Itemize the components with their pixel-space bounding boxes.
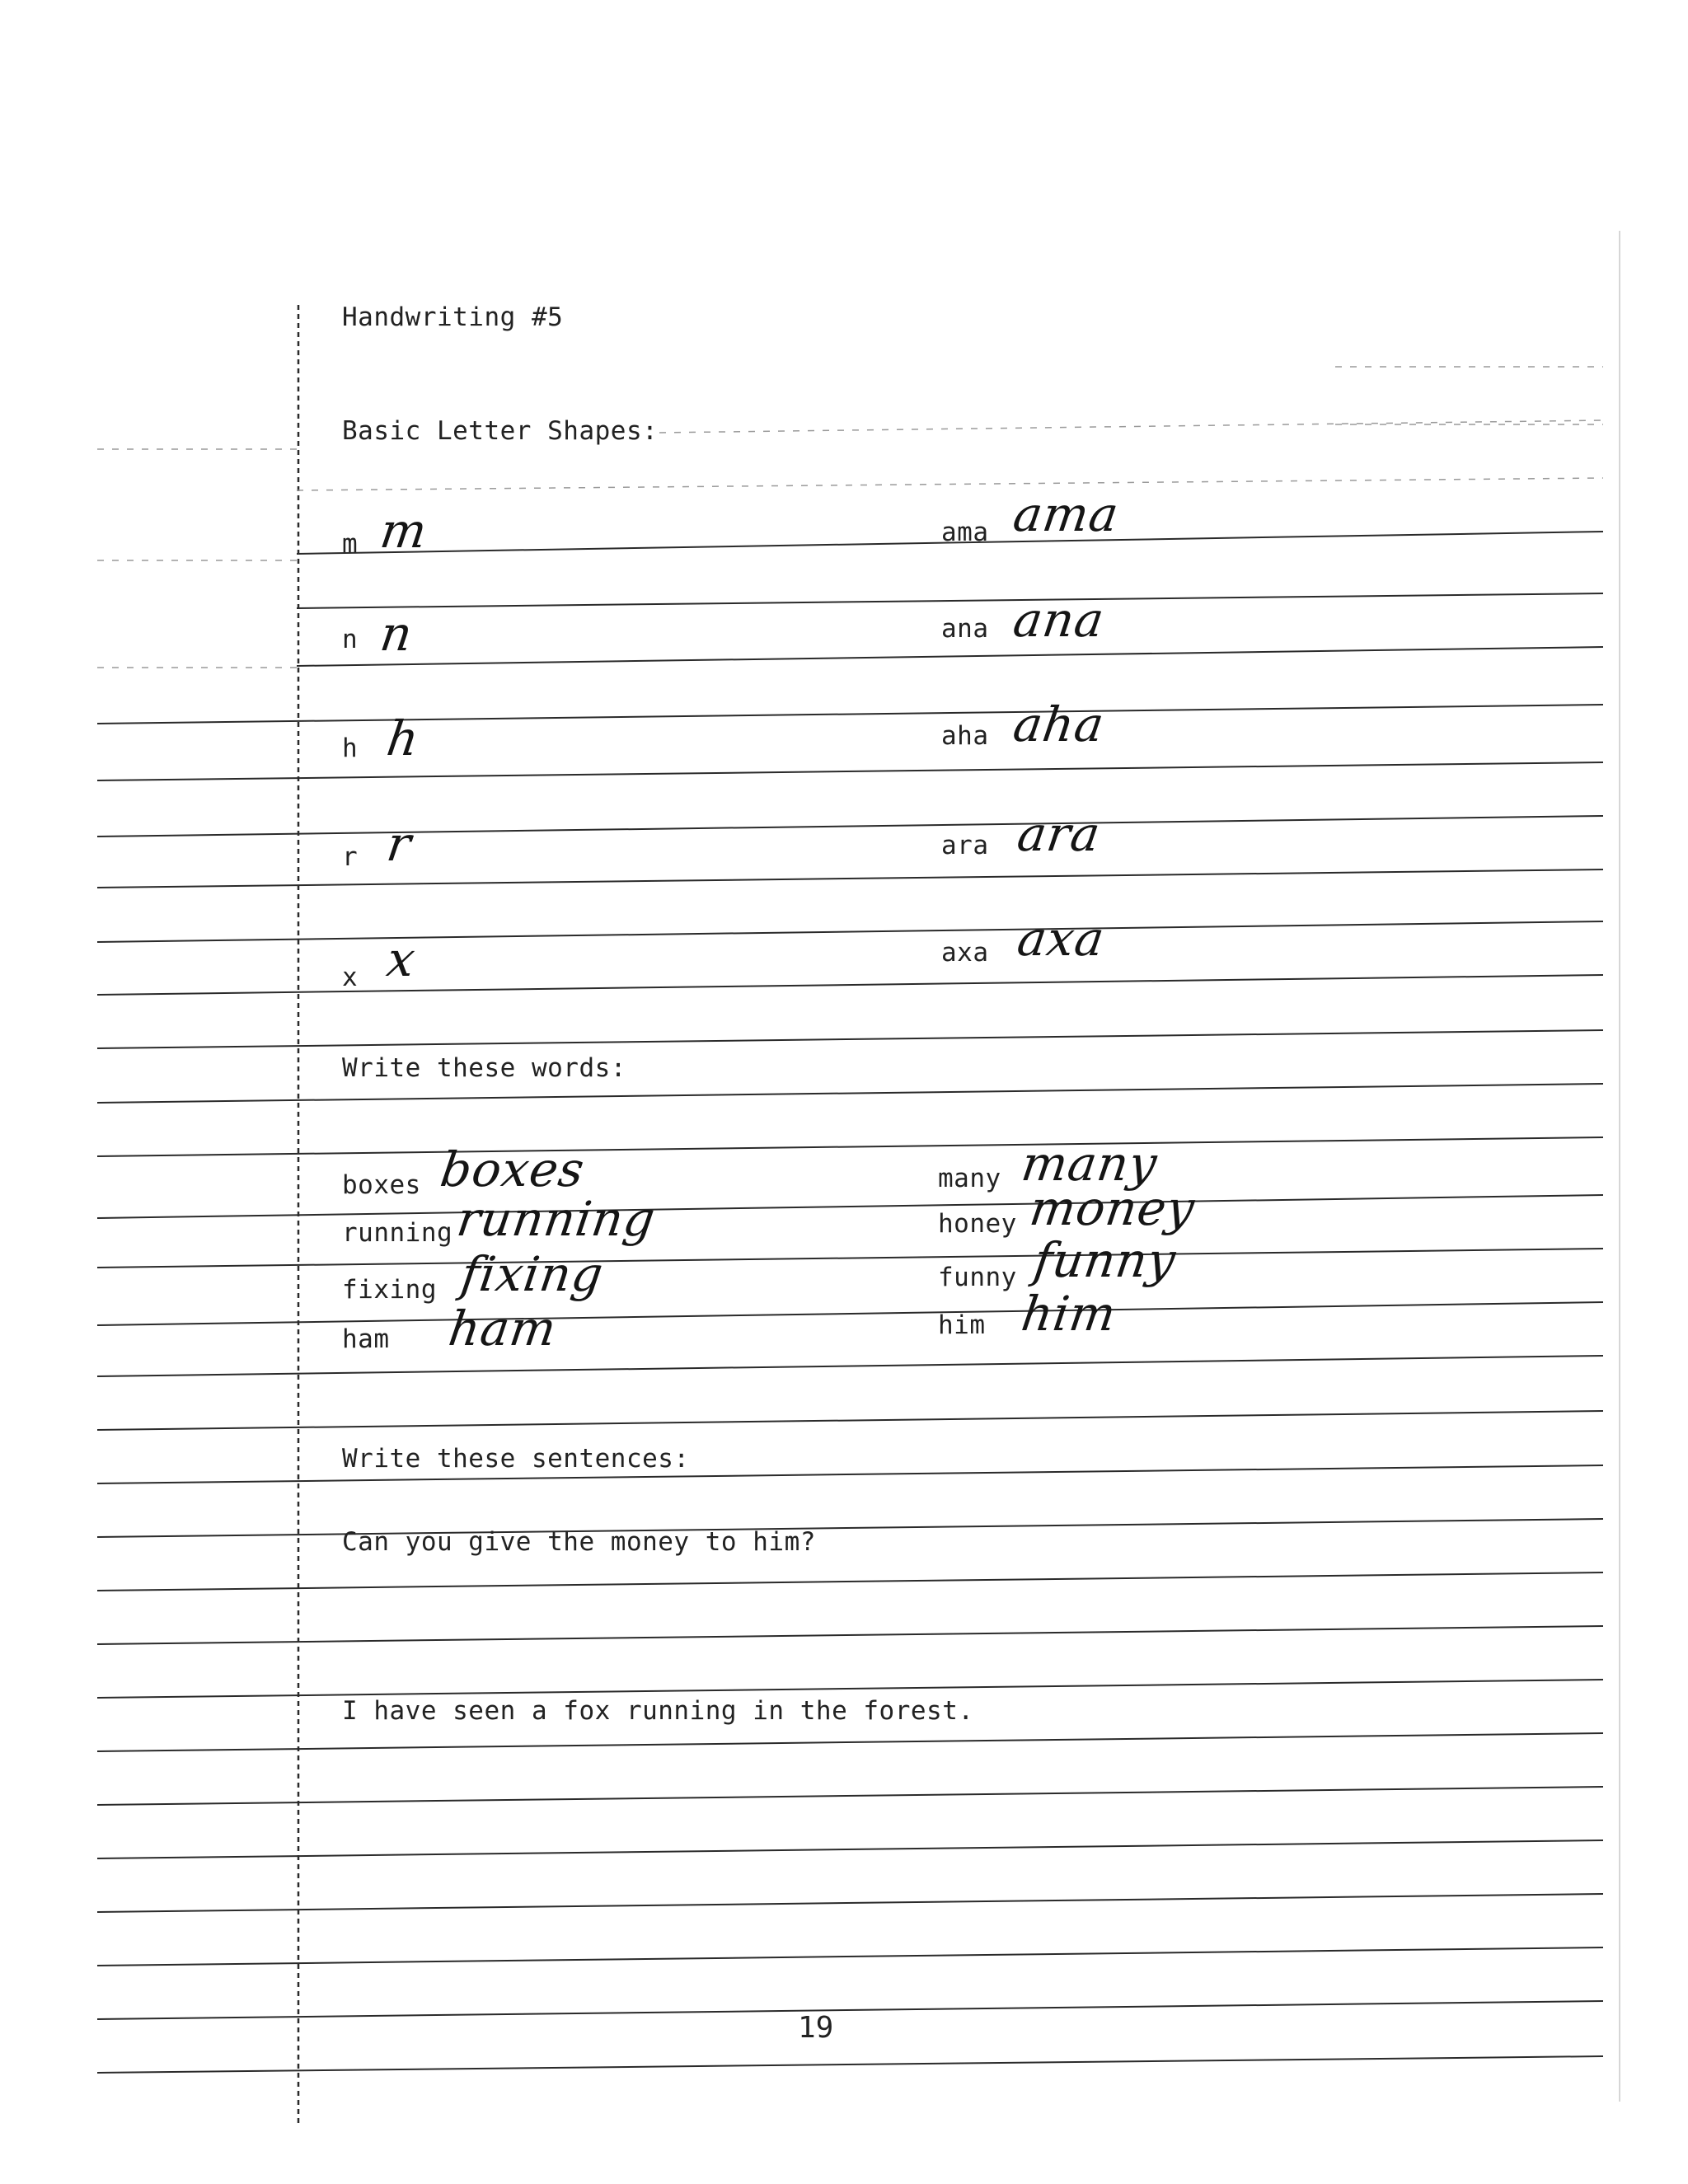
combo-handwritten-axa: axa [1014, 911, 1109, 967]
letter-handwritten-m: m [377, 503, 431, 559]
combo-handwritten-ama: ama [1010, 486, 1123, 542]
letter-typed-h: h [342, 733, 359, 763]
letter-typed-m: m [342, 529, 359, 559]
letter-handwritten-x: x [383, 931, 420, 987]
combo-handwritten-aha: aha [1010, 696, 1109, 752]
sentence-2: I have seen a fox running in the forest. [342, 1696, 974, 1726]
letter-handwritten-n: n [377, 606, 417, 662]
combo-handwritten-ara: ara [1014, 806, 1104, 862]
page-number: 19 [798, 2011, 834, 2045]
letter-typed-r: r [342, 842, 359, 872]
word-typed-many: many [938, 1164, 1001, 1193]
word-handwritten-funny: funny [1030, 1232, 1180, 1288]
word-handwritten-running: running [453, 1191, 659, 1247]
word-typed-running: running [342, 1218, 453, 1248]
page-title: Handwriting #5 [342, 302, 564, 332]
word-handwritten-him: him [1018, 1286, 1120, 1342]
letter-typed-x: x [342, 963, 359, 992]
letter-typed-n: n [342, 625, 359, 654]
word-handwritten-boxes: boxes [437, 1141, 588, 1197]
section-basic-letter-shapes: Basic Letter Shapes: [342, 416, 659, 446]
combo-typed-aha: aha [941, 721, 989, 751]
word-typed-honey: honey [938, 1209, 1017, 1239]
word-typed-fixing: fixing [342, 1275, 437, 1305]
combo-handwritten-ana: ana [1010, 592, 1109, 648]
word-handwritten-many: many [1018, 1136, 1161, 1192]
section-write-words: Write these words: [342, 1053, 626, 1083]
letter-handwritten-h: h [383, 710, 424, 766]
combo-typed-axa: axa [941, 938, 989, 968]
word-handwritten-money: money [1026, 1180, 1199, 1236]
word-typed-ham: ham [342, 1324, 390, 1354]
section-write-sentences: Write these sentences: [342, 1444, 690, 1474]
word-typed-boxes: boxes [342, 1170, 421, 1200]
word-handwritten-ham: ham [445, 1301, 560, 1357]
sentence-1: Can you give the money to him? [342, 1527, 816, 1557]
combo-typed-ara: ara [941, 831, 989, 860]
word-typed-him: him [938, 1310, 986, 1340]
word-handwritten-fixing: fixing [457, 1246, 607, 1302]
word-typed-funny: funny [938, 1263, 1017, 1292]
combo-typed-ama: ama [941, 518, 989, 547]
combo-typed-ana: ana [941, 614, 989, 644]
letter-handwritten-r: r [383, 816, 415, 872]
